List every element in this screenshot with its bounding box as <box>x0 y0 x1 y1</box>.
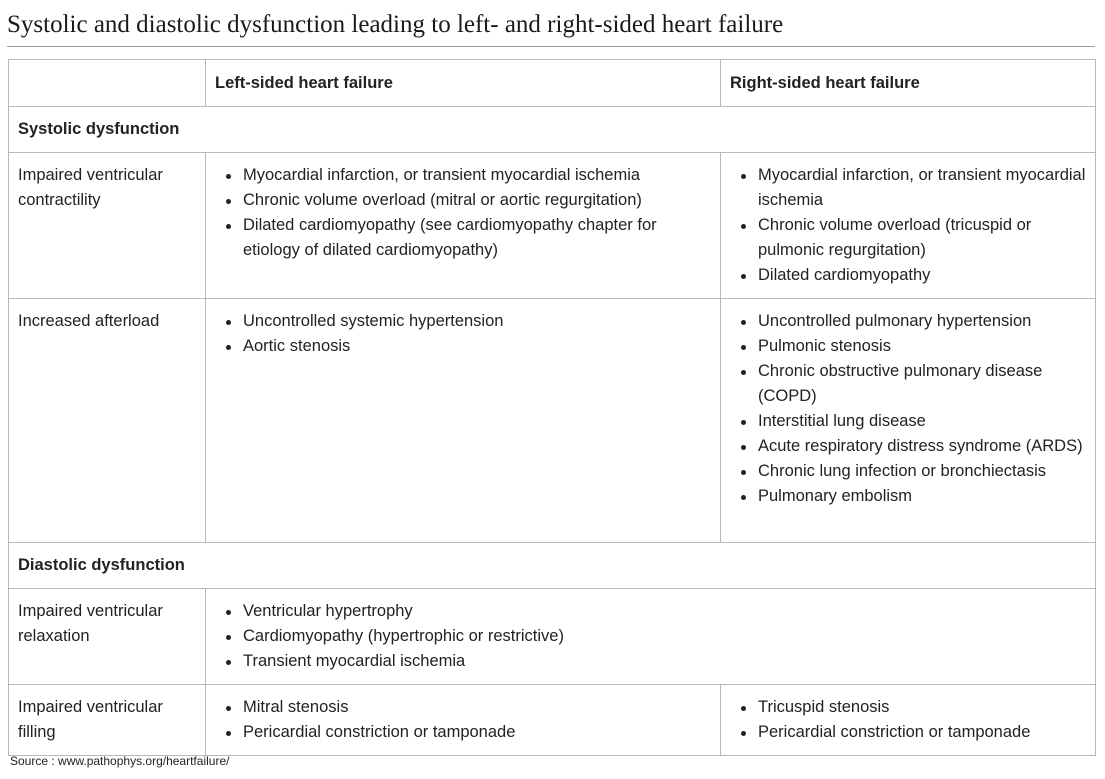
list-item: Uncontrolled pulmonary hypertension <box>758 309 1086 334</box>
list-item: Aortic stenosis <box>243 334 711 359</box>
left-cell <box>206 299 721 543</box>
bullet-list <box>215 163 711 263</box>
row-label: Increased afterload <box>9 299 206 543</box>
left-cell <box>206 685 721 756</box>
list-item: Chronic volume overload (mitral or aortic regurgitation) <box>243 188 711 213</box>
list-item: Interstitial lung disease <box>758 409 1086 434</box>
list-item: Pericardial constriction or tamponade <box>758 720 1086 745</box>
table-row <box>9 153 1096 299</box>
merged-cell <box>206 589 1096 685</box>
list-item: Pulmonic stenosis <box>758 334 1086 359</box>
section-row-systolic <box>9 107 1096 153</box>
right-cell <box>721 685 1096 756</box>
source-caption: Source : www.pathophys.org/heartfailure/ <box>10 754 230 768</box>
right-cell <box>721 299 1096 543</box>
list-item: Dilated cardiomyopathy <box>758 263 1086 288</box>
table-row <box>9 299 1096 543</box>
list-item: Acute respiratory distress syndrome (ARDS) <box>758 434 1086 459</box>
row-label: Impaired ventricular relaxation <box>9 589 206 685</box>
list-item: Ventricular hypertrophy <box>243 599 1086 624</box>
row-label: Impaired ventricular filling <box>9 685 206 756</box>
bullet-list <box>730 695 1086 745</box>
list-item: Chronic volume overload (tricuspid or pulmonic regurgitation) <box>758 213 1086 263</box>
list-item: Cardiomyopathy (hypertrophic or restrictive) <box>243 624 1086 649</box>
right-cell <box>721 153 1096 299</box>
header-right-sided: Right-sided heart failure <box>721 60 1096 107</box>
bullet-list <box>215 309 711 359</box>
list-item: Chronic lung infection or bronchiectasis <box>758 459 1086 484</box>
header-cell-empty <box>9 60 206 107</box>
list-item: Pulmonary embolism <box>758 484 1086 509</box>
bullet-list <box>215 695 711 745</box>
header-left-sided: Left-sided heart failure <box>206 60 721 107</box>
list-item: Myocardial infarction, or transient myocardial ischemia <box>758 163 1086 213</box>
list-item: Pericardial constriction or tamponade <box>243 720 711 745</box>
table-row <box>9 685 1096 756</box>
bullet-list <box>215 599 1086 674</box>
list-item: Dilated cardiomyopathy (see cardiomyopathy chapter for etiology of dilated cardiomyopathy) <box>243 213 711 263</box>
table-header-row <box>9 60 1096 107</box>
left-cell <box>206 153 721 299</box>
bullet-list <box>730 309 1086 509</box>
list-item: Myocardial infarction, or transient myocardial ischemia <box>243 163 711 188</box>
table-row <box>9 589 1096 685</box>
row-label: Impaired ventricular contractility <box>9 153 206 299</box>
page-title: Systolic and diastolic dysfunction leading to left- and right-sided heart failure <box>7 8 1095 47</box>
list-item: Uncontrolled systemic hypertension <box>243 309 711 334</box>
list-item: Tricuspid stenosis <box>758 695 1086 720</box>
section-row-diastolic <box>9 543 1096 589</box>
bullet-list <box>730 163 1086 288</box>
list-item: Mitral stenosis <box>243 695 711 720</box>
section-heading-systolic: Systolic dysfunction <box>9 107 1096 153</box>
section-heading-diastolic: Diastolic dysfunction <box>9 543 1096 589</box>
list-item: Chronic obstructive pulmonary disease (COPD) <box>758 359 1086 409</box>
heart-failure-table <box>8 59 1096 756</box>
list-item: Transient myocardial ischemia <box>243 649 1086 674</box>
